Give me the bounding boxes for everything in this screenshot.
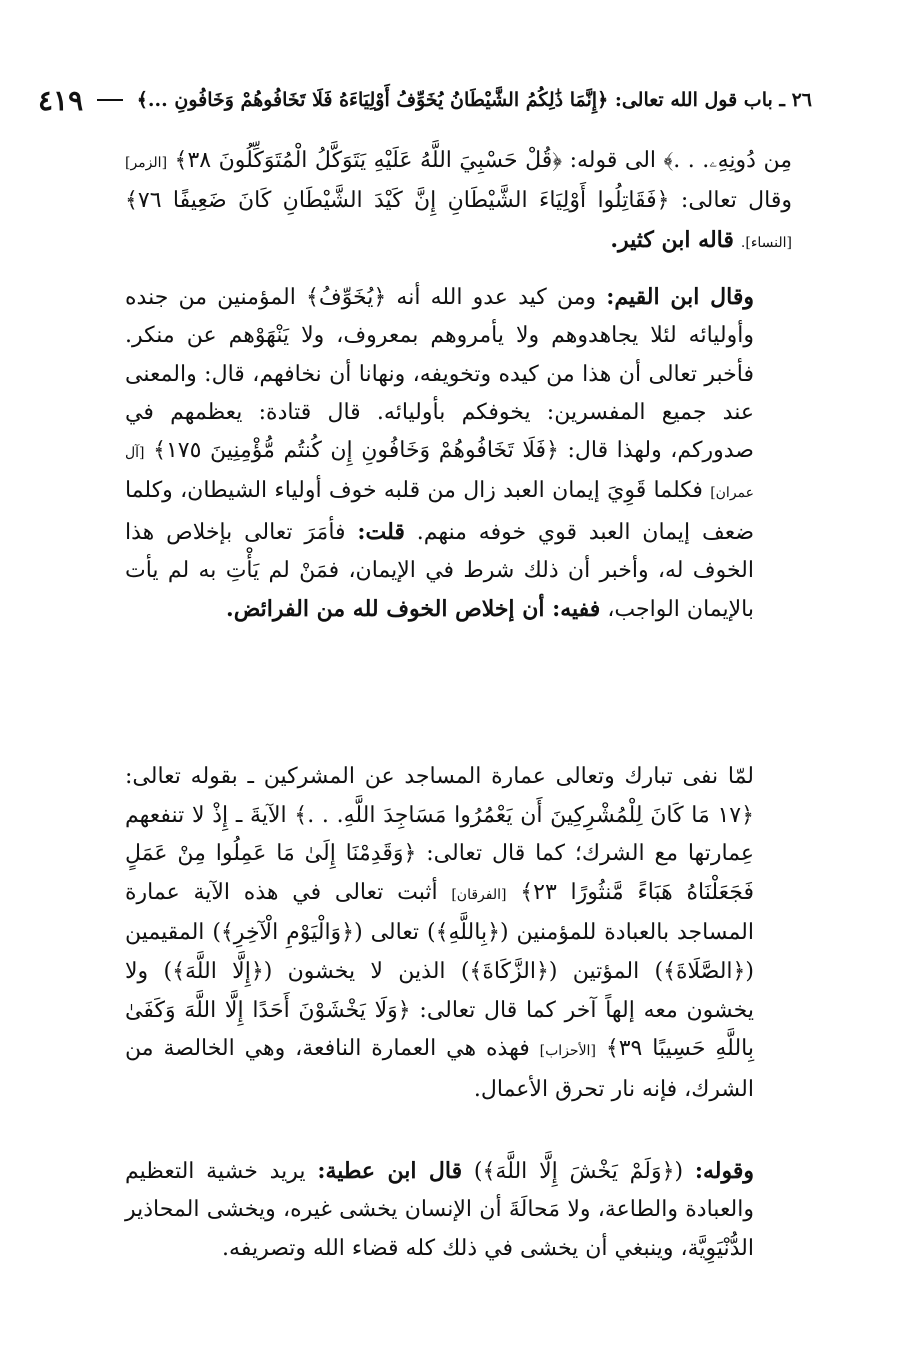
body-text-1: ومن كيد عدو الله أنه ﴿يُخَوِّفُ﴾ المؤمنين من جنده وأوليائه لئلا يجاهدوهم ولا يأمروهم بمعروف، ولا يَنْهَوْهم عن منكر. فأخبر تعالى أن هذا من كيده وتخويفه، ونهانا أن نخافهم، قال: والمعنى عند جميع المفسرين: يخوفكم بأوليائه. قال قتادة: يعظمهم في صدوركم، ولهذا قال: ﴿فَلَا تَخَافُوهُمْ وَخَافُونِ إِن كُنتُم مُّؤْمِنِينَ ١٧٥﴾ bbox=[125, 285, 754, 464]
surah-reference-nisa: [النساء]. bbox=[740, 234, 792, 251]
paragraph bbox=[125, 278, 792, 630]
surah-reference-ahzab: [الأحزاب] bbox=[539, 1043, 596, 1060]
quran-citations-paragraph bbox=[125, 142, 792, 262]
surah-reference-furqan: [الفرقان] bbox=[451, 886, 507, 903]
surah-reference-al-imran: [آل عمران] bbox=[125, 445, 754, 502]
lead-ibn-qayyim: وقال ابن القيم: bbox=[606, 284, 755, 310]
body-text-1: لمّا نفى تبارك وتعالى عمارة المساجد عن المشركين ـ بقوله تعالى: ﴿١٧ مَا كَانَ لِلْمُشْرِكِينَ أَن يَعْمُرُوا مَسَاجِدَ اللَّهِ. . .﴾ الآيةَ ـ إِذْ لا تنفعهم عِمارتها مع الشرك؛ كما قال تعالى: ﴿وَقَدِمْنَا إِلَىٰ مَا عَمِلُوا مِنْ عَمَلٍ فَجَعَلْنَاهُ هَبَاءً مَّنثُورًا ٢٣﴾ bbox=[125, 764, 754, 905]
lead-qult: قلت: bbox=[357, 518, 405, 545]
attribution-ibn-atiyya: قال ابن عطية: bbox=[317, 1158, 463, 1184]
lead-waqawluh: وقوله: bbox=[694, 1158, 754, 1184]
paragraph bbox=[125, 1152, 792, 1268]
running-header bbox=[38, 80, 812, 120]
quoted-verse: (﴿وَلَمْ يَخْشَ إِلَّا اللَّهَ﴾) bbox=[473, 1159, 684, 1184]
ibn-qayyim-paragraph bbox=[125, 278, 792, 630]
body-text-3: فهذه هي العمارة النافعة، وهي الخالصة من الشرك، فإنه نار تحرق الأعمال. bbox=[125, 1036, 754, 1102]
verse-line-2: وقال تعالى: ﴿فَقَاتِلُوا أَوْلِيَاءَ الشَّيْطَانِ إِنَّ كَيْدَ الشَّيْطَانِ كَانَ ضَعِيفًا ٧٦﴾ bbox=[125, 188, 792, 214]
attribution-ibn-kathir: قاله ابن كثير. bbox=[610, 226, 734, 253]
page-number: ٤١٩ bbox=[38, 83, 84, 117]
body-text: يريد خشية التعظيم والعبادة والطاعة، ولا مَحالَةَ أن الإنسان يخشى غيره، ويخشى المحاذير الدُّنْيَوِيَّة، وينبغي أن يخشى في ذلك كله قضاء الله وتصريفه. bbox=[125, 1159, 754, 1261]
verse-line-1: مِن دُونِهِۦ. . .﴾ الى قوله: ﴿قُلْ حَسْبِيَ اللَّهُ عَلَيْهِ يَتَوَكَّلُ الْمُتَوَكِّلُونَ ٣٨﴾ bbox=[174, 148, 792, 173]
header-rule bbox=[97, 99, 123, 101]
body-text-3: فأمَرَ تعالى بإخلاص هذا الخوف له، وأخبر أن ذلك شرط في الإيمان، فمَنْ لم يَأْتِ به لم يأت بالإيمان الواجب، bbox=[125, 519, 754, 623]
chapter-title: ٢٦ ـ باب قول الله تعالى: ﴿إِنَّمَا ذَٰلِكُمُ الشَّيْطَانُ يُخَوِّفُ أَوْلِيَاءَهُ فَلَا تَخَافُوهُمْ وَخَافُونِ ...﴾ bbox=[136, 89, 812, 111]
mosques-paragraph bbox=[125, 758, 792, 1109]
conclusion-text: ففيه: أن إخلاص الخوف لله من الفرائض. bbox=[226, 596, 601, 623]
surah-reference-zumar: [الزمر] bbox=[125, 155, 168, 171]
ibn-atiyya-paragraph bbox=[125, 1152, 792, 1268]
body-text-2: فكلما قَوِيَ إيمان العبد زال من قلبه خوف أولياء الشيطان، وكلما ضعف إيمان العبد قوي خوفه منهم. bbox=[125, 478, 755, 545]
paragraph bbox=[125, 142, 792, 262]
paragraph bbox=[125, 758, 792, 1109]
body-text-2: أثبت تعالى في هذه الآية عمارة المساجد بالعبادة للمؤمنين (﴿بِاللَّهِ﴾) تعالى (﴿وَالْيَوْمِ الْآخِرِ﴾) المقيمين (﴿الصَّلَاةَ﴾) المؤتين (﴿الزَّكَاةَ﴾) الذين لا يخشون (﴿إِلَّا اللَّهَ﴾) ولا يخشون معه إلهاً آخر كما قال تعالى: ﴿وَلَا يَخْشَوْنَ أَحَدًا إِلَّا اللَّهَ وَكَفَىٰ بِاللَّهِ حَسِيبًا ٣٩﴾ bbox=[125, 879, 754, 1062]
